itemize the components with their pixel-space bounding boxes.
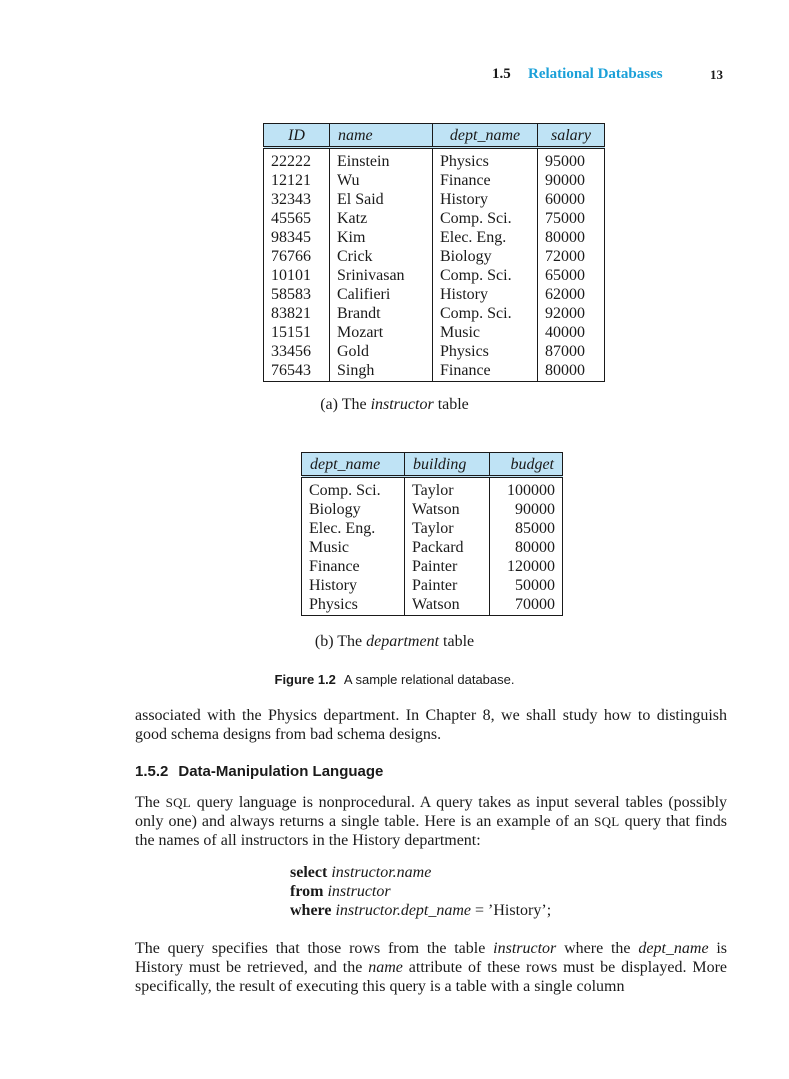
table-row [264, 209, 605, 228]
table-cell: Comp. Sci. [433, 266, 538, 285]
table-row [302, 595, 563, 616]
column-header-id: ID [264, 124, 330, 148]
table-cell: Biology [302, 500, 405, 519]
select-expression: instructor.name [331, 864, 432, 881]
table-cell: Physics [433, 342, 538, 361]
table-cell: 90000 [490, 500, 563, 519]
section-heading-title: Data-Manipulation Language [178, 763, 384, 780]
table-cell: 90000 [538, 171, 605, 190]
keyword-select: select [290, 864, 328, 881]
table-cell: 87000 [538, 342, 605, 361]
paragraph-2 [135, 793, 727, 850]
table-cell: History [433, 190, 538, 209]
table-cell: Biology [433, 247, 538, 266]
text-run: query language is nonprocedural. A query takes as input several tables (possibly only one) and always returns a single table. Here is an example of an [135, 794, 728, 830]
table-row [302, 538, 563, 557]
query-line-select [290, 863, 551, 882]
table-cell: 80000 [538, 361, 605, 382]
table-cell: El Said [330, 190, 433, 209]
query-line-from [290, 882, 551, 901]
table-header-row [264, 124, 605, 148]
caption-suffix: table [443, 633, 475, 650]
column-header-dept-name: dept_name [433, 124, 538, 148]
text-run: The query specifies that those rows from the table [135, 940, 486, 957]
table-cell: Finance [433, 361, 538, 382]
column-header-dept-name: dept_name [302, 453, 405, 477]
figure-caption-text: A sample relational database. [343, 672, 515, 687]
section-title: Relational Databases [528, 66, 663, 82]
table-row [264, 228, 605, 247]
caption-suffix: table [437, 396, 469, 413]
table-cell: 15151 [264, 323, 330, 342]
table-row [264, 266, 605, 285]
table-cell: Taylor [405, 477, 490, 501]
table-cell: 60000 [538, 190, 605, 209]
table-cell: Finance [433, 171, 538, 190]
table-cell: Singh [330, 361, 433, 382]
table-cell: 76543 [264, 361, 330, 382]
table-cell: 98345 [264, 228, 330, 247]
table-cell: History [302, 576, 405, 595]
table-cell: 22222 [264, 148, 330, 172]
table-row [264, 342, 605, 361]
table-cell: 83821 [264, 304, 330, 323]
text-run: query that finds the names of all instructors in the History department: [135, 813, 728, 849]
table-cell: 12121 [264, 171, 330, 190]
table-cell: 50000 [490, 576, 563, 595]
table-cell: Physics [302, 595, 405, 616]
text-run: The [135, 794, 160, 811]
column-header-building: building [405, 453, 490, 477]
instructor-table [263, 123, 605, 382]
table-row [264, 304, 605, 323]
caption-table-name: instructor [370, 396, 434, 413]
caption-prefix: (b) The [314, 633, 363, 650]
table-cell: Comp. Sci. [433, 209, 538, 228]
table-cell: Packard [405, 538, 490, 557]
table-row [302, 576, 563, 595]
table-cell: 45565 [264, 209, 330, 228]
table-cell: 32343 [264, 190, 330, 209]
table-cell: 10101 [264, 266, 330, 285]
table-cell: Crick [330, 247, 433, 266]
table-cell: Mozart [330, 323, 433, 342]
column-header-name: name [330, 124, 433, 148]
caption-table-name: department [366, 633, 440, 650]
table-cell: Taylor [405, 519, 490, 538]
table-cell: Srinivasan [330, 266, 433, 285]
table-cell: 72000 [538, 247, 605, 266]
department-table [301, 452, 563, 616]
section-number: 1.5 [492, 66, 511, 82]
table-row [302, 557, 563, 576]
table-row [264, 171, 605, 190]
table-cell: 80000 [538, 228, 605, 247]
where-expression: instructor.dept_name [335, 902, 472, 919]
table-cell: 33456 [264, 342, 330, 361]
keyword-where: where [290, 902, 332, 919]
column-header-budget: budget [490, 453, 563, 477]
paragraph-3 [135, 939, 727, 996]
table-cell: 80000 [490, 538, 563, 557]
table-cell: Music [302, 538, 405, 557]
section-heading-number: 1.5.2 [135, 763, 169, 780]
sql-term: SQL [594, 814, 620, 829]
text-run: attribute of these rows must be displayed. More specifically, the result of executing this query is a table with a single column [135, 959, 728, 995]
italic-term: instructor [493, 940, 557, 957]
table-row [264, 247, 605, 266]
table-cell: Elec. Eng. [302, 519, 405, 538]
table-cell: 95000 [538, 148, 605, 172]
table-cell: 75000 [538, 209, 605, 228]
text-run: where the [564, 940, 631, 957]
table-cell: Wu [330, 171, 433, 190]
table-cell: Watson [405, 500, 490, 519]
table-cell: Comp. Sci. [302, 477, 405, 501]
sql-term: SQL [165, 795, 192, 810]
table-cell: Califieri [330, 285, 433, 304]
table-cell: 40000 [538, 323, 605, 342]
table-cell: Brandt [330, 304, 433, 323]
italic-term: name [368, 959, 403, 976]
italic-term: dept_name [638, 940, 709, 957]
text-run: is History must be retrieved, and the [135, 940, 728, 976]
table-cell: Elec. Eng. [433, 228, 538, 247]
table-cell: 120000 [490, 557, 563, 576]
table-row [264, 190, 605, 209]
table-cell: Einstein [330, 148, 433, 172]
table-cell: Comp. Sci. [433, 304, 538, 323]
table-header-row [302, 453, 563, 477]
table-row [264, 323, 605, 342]
table-cell: Kim [330, 228, 433, 247]
table-cell: 70000 [490, 595, 563, 616]
figure-caption [0, 672, 789, 687]
table-row [264, 361, 605, 382]
table-cell: Painter [405, 576, 490, 595]
table-cell: Music [433, 323, 538, 342]
figure-label: Figure 1.2 [274, 672, 336, 687]
keyword-from: from [290, 883, 324, 900]
table-cell: Physics [433, 148, 538, 172]
sql-query [290, 863, 551, 920]
table-row [302, 519, 563, 538]
table-cell: 58583 [264, 285, 330, 304]
query-line-where [290, 901, 551, 920]
table-cell: Gold [330, 342, 433, 361]
table-row [302, 500, 563, 519]
instructor-table-caption [0, 396, 789, 414]
page-number: 13 [710, 67, 723, 82]
caption-prefix: (a) The [320, 396, 367, 413]
department-table-caption [0, 633, 789, 651]
table-cell: 92000 [538, 304, 605, 323]
table-cell: Painter [405, 557, 490, 576]
table-row [264, 285, 605, 304]
table-cell: 76766 [264, 247, 330, 266]
table-row [264, 148, 605, 172]
paragraph-1: associated with the Physics department. In Chapter 8, we shall study how to distinguish good schema designs from bad schema designs. [135, 707, 727, 743]
table-cell: 65000 [538, 266, 605, 285]
where-operator: = [475, 902, 485, 919]
column-header-salary: salary [538, 124, 605, 148]
table-cell: 62000 [538, 285, 605, 304]
table-cell: Katz [330, 209, 433, 228]
table-cell: History [433, 285, 538, 304]
table-cell: 100000 [490, 477, 563, 501]
table-cell: Finance [302, 557, 405, 576]
table-cell: Watson [405, 595, 490, 616]
where-value: ’History’; [488, 902, 552, 919]
from-expression: instructor [327, 883, 391, 900]
table-row [302, 477, 563, 501]
section-heading [135, 763, 393, 780]
running-head [0, 66, 789, 88]
table-cell: 85000 [490, 519, 563, 538]
